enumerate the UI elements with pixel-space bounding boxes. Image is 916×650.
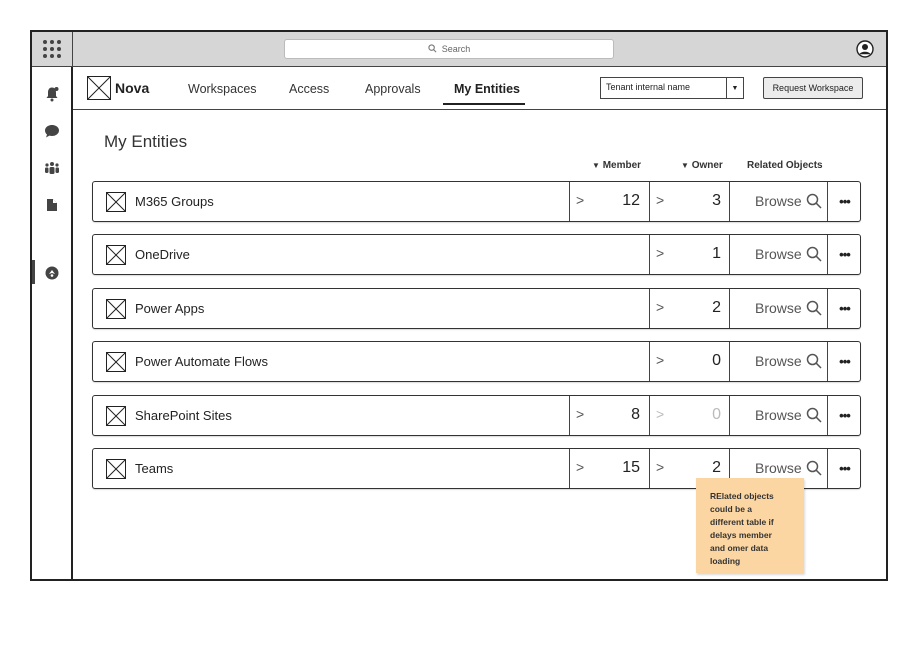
owner-count: 3 bbox=[712, 192, 721, 209]
entity-name: SharePoint Sites bbox=[135, 408, 232, 423]
entity-name: Power Apps bbox=[135, 301, 205, 316]
chevron-down-icon[interactable]: ▼ bbox=[726, 78, 743, 98]
entity-placeholder-icon bbox=[106, 245, 126, 265]
tenant-select[interactable] bbox=[600, 77, 744, 99]
chevron-right-icon: > bbox=[656, 406, 665, 422]
sticky-note-line: and omer data bbox=[710, 543, 769, 553]
more-options-button[interactable]: ••• bbox=[827, 182, 861, 221]
browse-label: Browse bbox=[755, 460, 802, 476]
entity-row[interactable] bbox=[92, 341, 861, 382]
entity-placeholder-icon bbox=[106, 192, 126, 212]
search-icon bbox=[806, 353, 822, 374]
sticky-note-line: RElated objects bbox=[710, 491, 774, 501]
entity-name: Teams bbox=[135, 461, 174, 476]
more-options-button[interactable]: ••• bbox=[827, 235, 861, 274]
sort-down-icon: ▼ bbox=[681, 161, 689, 170]
chevron-right-icon[interactable]: > bbox=[576, 459, 585, 475]
search-icon bbox=[806, 246, 822, 267]
more-options-button[interactable]: ••• bbox=[827, 289, 861, 328]
chat-icon[interactable] bbox=[43, 122, 61, 140]
member-count: 12 bbox=[622, 192, 640, 209]
app-icon[interactable] bbox=[43, 264, 61, 282]
entity-placeholder-icon bbox=[106, 406, 126, 426]
entity-row[interactable] bbox=[92, 395, 861, 436]
member-cell[interactable] bbox=[569, 182, 649, 221]
search-placeholder: Search bbox=[441, 44, 471, 54]
member-count: 8 bbox=[631, 406, 640, 423]
left-rail bbox=[32, 67, 73, 579]
entity-row[interactable] bbox=[92, 288, 861, 329]
owner-cell[interactable] bbox=[649, 342, 730, 381]
sticky-note bbox=[696, 478, 804, 573]
tab-approvals[interactable]: Approvals bbox=[365, 82, 421, 96]
search-icon bbox=[806, 300, 822, 321]
logo-placeholder-icon bbox=[87, 76, 111, 100]
sticky-note-line: could be a bbox=[710, 504, 753, 514]
browse-label: Browse bbox=[755, 353, 802, 369]
search-icon bbox=[806, 407, 822, 428]
entity-row[interactable] bbox=[92, 234, 861, 275]
chevron-right-icon[interactable]: > bbox=[656, 352, 665, 368]
owner-cell[interactable] bbox=[649, 289, 730, 328]
entity-name: Power Automate Flows bbox=[135, 354, 268, 369]
search-input[interactable] bbox=[284, 39, 614, 59]
chevron-right-icon[interactable]: > bbox=[576, 192, 585, 208]
entity-row[interactable] bbox=[92, 181, 861, 222]
tenant-select-value: Tenant internal name bbox=[606, 82, 691, 92]
browse-label: Browse bbox=[755, 246, 802, 262]
browse-button[interactable] bbox=[729, 182, 827, 221]
browse-button[interactable] bbox=[729, 342, 827, 381]
browse-button[interactable] bbox=[729, 235, 827, 274]
search-icon bbox=[428, 44, 437, 55]
page-title: My Entities bbox=[104, 132, 188, 151]
column-header-related-objects: Related Objects bbox=[747, 160, 823, 171]
more-options-button[interactable]: ••• bbox=[827, 342, 861, 381]
member-cell[interactable] bbox=[569, 396, 649, 435]
more-options-button[interactable]: ••• bbox=[827, 396, 861, 435]
active-tab-indicator bbox=[443, 103, 525, 105]
tab-my-entities[interactable]: My Entities bbox=[454, 82, 520, 96]
sticky-note-line: loading bbox=[710, 556, 741, 566]
bell-icon[interactable] bbox=[43, 85, 61, 103]
entity-placeholder-icon bbox=[106, 299, 126, 319]
owner-cell[interactable] bbox=[649, 235, 730, 274]
entity-name: OneDrive bbox=[135, 247, 190, 262]
browse-button[interactable] bbox=[729, 396, 827, 435]
owner-cell[interactable] bbox=[649, 182, 730, 221]
browse-label: Browse bbox=[755, 300, 802, 316]
member-count: 15 bbox=[622, 459, 640, 476]
user-avatar-icon[interactable] bbox=[856, 40, 872, 56]
entity-placeholder-icon bbox=[106, 352, 126, 372]
entity-placeholder-icon bbox=[106, 459, 126, 479]
column-header-member[interactable]: ▼ Member bbox=[592, 160, 642, 171]
member-cell[interactable] bbox=[569, 449, 649, 488]
tab-workspaces[interactable]: Workspaces bbox=[188, 82, 257, 96]
owner-count: 1 bbox=[712, 245, 721, 262]
app-header bbox=[73, 67, 886, 110]
chevron-right-icon[interactable]: > bbox=[656, 459, 665, 475]
top-bar bbox=[32, 32, 886, 67]
browse-button[interactable] bbox=[729, 289, 827, 328]
search-icon bbox=[806, 460, 822, 481]
chevron-right-icon[interactable]: > bbox=[656, 192, 665, 208]
owner-count: 2 bbox=[712, 299, 721, 316]
sort-down-icon: ▼ bbox=[592, 161, 600, 170]
chevron-right-icon[interactable]: > bbox=[576, 406, 585, 422]
app-name: Nova bbox=[115, 80, 150, 96]
browse-label: Browse bbox=[755, 193, 802, 209]
tab-access[interactable]: Access bbox=[289, 82, 330, 96]
files-icon[interactable] bbox=[43, 196, 61, 214]
app-window bbox=[30, 30, 888, 581]
chevron-right-icon[interactable]: > bbox=[656, 299, 665, 315]
chevron-right-icon[interactable]: > bbox=[656, 245, 665, 261]
owner-cell-disabled bbox=[649, 396, 730, 435]
sticky-note-line: delays member bbox=[710, 530, 772, 540]
owner-count: 0 bbox=[712, 352, 721, 369]
waffle-icon[interactable] bbox=[32, 32, 73, 66]
owner-count: 0 bbox=[712, 406, 721, 423]
more-options-button[interactable]: ••• bbox=[827, 449, 861, 488]
request-workspace-button[interactable]: Request Workspace bbox=[763, 77, 863, 99]
search-icon bbox=[806, 193, 822, 214]
teams-icon[interactable] bbox=[43, 159, 61, 177]
rail-selection-indicator bbox=[32, 260, 35, 284]
entity-name: M365 Groups bbox=[135, 194, 214, 209]
column-header-owner[interactable]: ▼ Owner bbox=[681, 160, 723, 171]
owner-count: 2 bbox=[712, 459, 721, 476]
browse-label: Browse bbox=[755, 407, 802, 423]
sticky-note-line: different table if bbox=[710, 517, 774, 527]
